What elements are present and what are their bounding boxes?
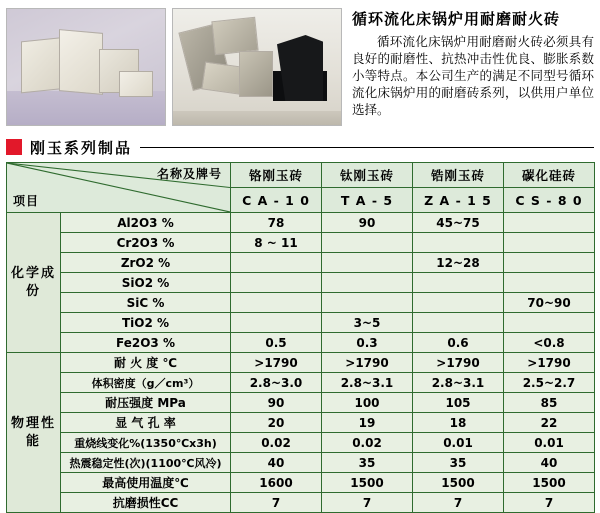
row-item: 重烧线变化%(1350℃x3h) bbox=[61, 433, 231, 453]
row-item: 耐 火 度 ℃ bbox=[61, 353, 231, 373]
table-header-row bbox=[7, 163, 595, 188]
row-item: 热震稳定性(次)(1100℃风冷) bbox=[61, 453, 231, 473]
table-row bbox=[7, 433, 595, 453]
red-square-marker bbox=[6, 139, 22, 155]
table-row bbox=[7, 373, 595, 393]
table-row bbox=[7, 273, 595, 293]
group-label-physical: 物理性能 bbox=[7, 353, 61, 513]
row-value bbox=[231, 313, 322, 333]
row-value: 3~5 bbox=[322, 313, 413, 333]
table-row bbox=[7, 333, 595, 353]
row-value: >1790 bbox=[322, 353, 413, 373]
row-value: 100 bbox=[322, 393, 413, 413]
photo1-brick-b bbox=[59, 29, 103, 95]
row-value bbox=[231, 253, 322, 273]
corner-label-project: 项目 bbox=[13, 194, 40, 208]
row-value: 0.6 bbox=[413, 333, 504, 353]
row-value bbox=[413, 233, 504, 253]
series-heading bbox=[6, 136, 594, 158]
corner-label-name: 名称及牌号 bbox=[156, 167, 222, 181]
table-row bbox=[7, 493, 595, 513]
row-value bbox=[231, 273, 322, 293]
grade-header-3: Z A - 1 5 bbox=[413, 188, 504, 213]
row-value: 2.8~3.1 bbox=[413, 373, 504, 393]
photo2-black-wedge bbox=[277, 35, 323, 101]
row-value: 7 bbox=[504, 493, 595, 513]
heading-divider bbox=[140, 147, 594, 148]
table-row bbox=[7, 453, 595, 473]
row-item: Fe2O3 % bbox=[61, 333, 231, 353]
intro-paragraph: 循环流化床锅炉用耐磨耐火砖必须具有良好的耐磨性、抗热冲击性优良、膨胀系数小等特点。本公司生产的满足不同型号循环流化床锅炉用的耐磨砖系列，以供用户单位选择。 bbox=[352, 34, 594, 117]
product-photo-1 bbox=[6, 8, 166, 126]
row-value: 0.01 bbox=[504, 433, 595, 453]
row-value: 85 bbox=[504, 393, 595, 413]
row-value: 7 bbox=[322, 493, 413, 513]
row-value: 12~28 bbox=[413, 253, 504, 273]
group-label-chemical: 化学成份 bbox=[7, 213, 61, 353]
row-value: >1790 bbox=[504, 353, 595, 373]
page-title: 循环流化床锅炉用耐磨耐火砖 bbox=[352, 10, 561, 28]
row-value: 35 bbox=[322, 453, 413, 473]
row-value bbox=[322, 273, 413, 293]
table-row bbox=[7, 213, 595, 233]
specification-table bbox=[6, 162, 595, 513]
series-title: 刚玉系列制品 bbox=[30, 138, 133, 157]
row-value bbox=[322, 293, 413, 313]
table-row bbox=[7, 353, 595, 373]
row-item: Al2O3 % bbox=[61, 213, 231, 233]
row-value: 2.5~2.7 bbox=[504, 373, 595, 393]
intro-text-block bbox=[348, 8, 594, 118]
row-value bbox=[504, 273, 595, 293]
photo2-shadow bbox=[173, 111, 341, 125]
row-value: 0.02 bbox=[322, 433, 413, 453]
table-row bbox=[7, 473, 595, 493]
row-value: >1790 bbox=[413, 353, 504, 373]
header-section bbox=[0, 0, 600, 130]
row-item: 最高使用温度℃ bbox=[61, 473, 231, 493]
row-value: 0.01 bbox=[413, 433, 504, 453]
photo2-brick-d bbox=[239, 51, 273, 97]
row-value: 1500 bbox=[322, 473, 413, 493]
row-value bbox=[322, 253, 413, 273]
row-value: 2.8~3.1 bbox=[322, 373, 413, 393]
row-value: 2.8~3.0 bbox=[231, 373, 322, 393]
row-value: 1600 bbox=[231, 473, 322, 493]
row-value bbox=[504, 313, 595, 333]
row-value bbox=[413, 293, 504, 313]
table-row bbox=[7, 413, 595, 433]
row-value: >1790 bbox=[231, 353, 322, 373]
row-value: 19 bbox=[322, 413, 413, 433]
row-item: ZrO2 % bbox=[61, 253, 231, 273]
table-row bbox=[7, 233, 595, 253]
row-value: 1500 bbox=[504, 473, 595, 493]
product-photo-2 bbox=[172, 8, 342, 126]
brand-header-3: 锆刚玉砖 bbox=[413, 163, 504, 188]
row-value: 20 bbox=[231, 413, 322, 433]
row-item: 显 气 孔 率 bbox=[61, 413, 231, 433]
row-value: 90 bbox=[322, 213, 413, 233]
row-value: 105 bbox=[413, 393, 504, 413]
table-corner-header bbox=[7, 163, 231, 213]
row-value: 40 bbox=[504, 453, 595, 473]
brand-header-1: 铬刚玉砖 bbox=[231, 163, 322, 188]
table-row bbox=[7, 293, 595, 313]
brand-header-4: 碳化硅砖 bbox=[504, 163, 595, 188]
row-item: Cr2O3 % bbox=[61, 233, 231, 253]
row-value: 78 bbox=[231, 213, 322, 233]
table-row bbox=[7, 313, 595, 333]
row-value: 0.02 bbox=[231, 433, 322, 453]
photo2-brick-b bbox=[211, 17, 258, 55]
row-value: 7 bbox=[413, 493, 504, 513]
row-value: 0.5 bbox=[231, 333, 322, 353]
row-value: 1500 bbox=[413, 473, 504, 493]
row-value bbox=[504, 213, 595, 233]
row-value: 8 ~ 11 bbox=[231, 233, 322, 253]
row-value bbox=[413, 273, 504, 293]
row-value: 70~90 bbox=[504, 293, 595, 313]
row-value bbox=[504, 233, 595, 253]
row-value bbox=[413, 313, 504, 333]
row-value: 18 bbox=[413, 413, 504, 433]
row-value: 35 bbox=[413, 453, 504, 473]
row-value: 45~75 bbox=[413, 213, 504, 233]
row-value: 40 bbox=[231, 453, 322, 473]
row-value: 0.3 bbox=[322, 333, 413, 353]
row-item: SiC % bbox=[61, 293, 231, 313]
brand-header-2: 钛刚玉砖 bbox=[322, 163, 413, 188]
row-value: 22 bbox=[504, 413, 595, 433]
row-value bbox=[504, 253, 595, 273]
row-item: SiO2 % bbox=[61, 273, 231, 293]
row-value bbox=[322, 233, 413, 253]
row-item: 体积密度（g／cm³） bbox=[61, 373, 231, 393]
row-value: 7 bbox=[231, 493, 322, 513]
row-item: TiO2 % bbox=[61, 313, 231, 333]
table-row bbox=[7, 253, 595, 273]
row-value bbox=[231, 293, 322, 313]
row-item: 抗磨损性CC bbox=[61, 493, 231, 513]
photo1-brick-d bbox=[119, 71, 153, 97]
row-value: <0.8 bbox=[504, 333, 595, 353]
grade-header-2: T A - 5 bbox=[322, 188, 413, 213]
table-row bbox=[7, 393, 595, 413]
row-value: 90 bbox=[231, 393, 322, 413]
grade-header-4: C S - 8 0 bbox=[504, 188, 595, 213]
row-item: 耐压强度 MPa bbox=[61, 393, 231, 413]
grade-header-1: C A - 1 0 bbox=[231, 188, 322, 213]
